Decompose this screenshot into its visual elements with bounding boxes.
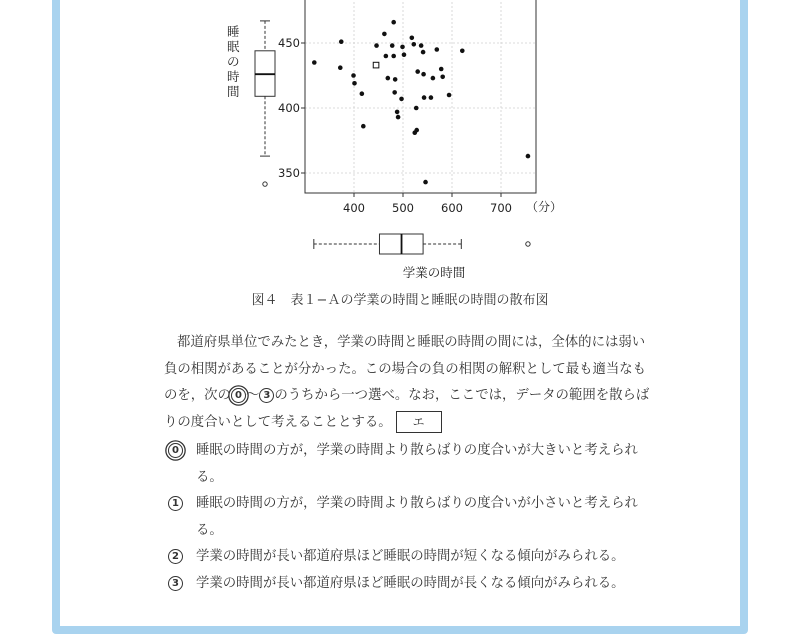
plot-frame [305, 0, 536, 193]
question-text-2: のうちから一つ選べ。なお，ここでは，データの範囲を散らばりの度合いとして考えることとする。 [164, 388, 650, 430]
data-point [374, 43, 379, 48]
question-paragraph [164, 330, 650, 436]
answer-options [164, 438, 650, 597]
x-tick-label: 400 [343, 201, 365, 215]
data-point [391, 20, 396, 25]
answer-box: エ [396, 411, 442, 433]
data-point [423, 180, 428, 185]
option-0[interactable] [164, 438, 650, 491]
mean-marker [373, 62, 379, 68]
x-axis-unit: （分） [526, 200, 563, 214]
data-point [402, 52, 407, 57]
data-point [429, 95, 434, 100]
y-axis-label-char: の [227, 54, 240, 69]
option-number-0: 0 [168, 443, 183, 458]
option-3[interactable] [164, 571, 650, 598]
x-axis-label: 学業の時間 [402, 265, 466, 280]
data-point [422, 95, 427, 100]
data-point [360, 91, 365, 96]
x-tick-label: 500 [392, 201, 414, 215]
data-point [392, 90, 397, 95]
data-point [312, 60, 317, 65]
data-point [351, 73, 356, 78]
option-text: 睡眠の時間の方が，学業の時間より散らばりの度合いが大きいと考えられる。 [196, 443, 638, 485]
data-point [396, 115, 401, 120]
data-point [361, 124, 366, 129]
option-text: 睡眠の時間の方が，学業の時間より散らばりの度合いが小さいと考えられる。 [196, 496, 638, 538]
data-point [400, 45, 405, 50]
data-point [338, 65, 343, 70]
data-point [384, 54, 389, 59]
y-axis-label [227, 24, 240, 99]
option-number-1: 1 [168, 496, 183, 511]
option-text: 学業の時間が長い都道府県ほど睡眠の時間が短くなる傾向がみられる。 [196, 549, 625, 564]
range-end-mark: 3 [259, 388, 274, 403]
data-point [419, 43, 424, 48]
data-point [431, 76, 436, 81]
y-boxplot [255, 21, 275, 186]
data-point [421, 72, 426, 77]
option-1[interactable] [164, 491, 650, 544]
option-number-2: 2 [168, 549, 183, 564]
y-axis-label-char: 間 [227, 84, 240, 99]
option-text: 学業の時間が長い都道府県ほど睡眠の時間が長くなる傾向がみられる。 [196, 575, 625, 591]
data-point [435, 47, 440, 52]
data-point [440, 75, 445, 80]
y-tick-label: 450 [278, 36, 300, 50]
question-text-1: 都道府県単位でみたとき，学業の時間と睡眠の時間の間には，全体的には弱い負の相関があることが分かった。この場合の負の相関の解釈として最も適当なものを，次の [164, 335, 647, 403]
option-2[interactable] [164, 544, 650, 571]
range-start-mark: 0 [231, 388, 246, 403]
data-point [415, 69, 420, 74]
data-point [382, 32, 387, 37]
data-point [339, 39, 344, 44]
range-separator: 〜 [245, 388, 260, 403]
x-tick-label: 600 [441, 201, 463, 215]
data-point [352, 81, 357, 86]
x-tick-label: 700 [490, 201, 512, 215]
data-point [460, 49, 465, 54]
data-point [386, 76, 391, 81]
data-point [411, 42, 416, 47]
data-point [395, 110, 400, 115]
y-axis-label-char: 睡 [227, 24, 240, 39]
data-point [390, 43, 395, 48]
scatter-figure [0, 0, 800, 310]
option-number-3: 3 [168, 576, 183, 591]
scatter-plot-area [278, 0, 536, 215]
y-outlier [263, 182, 267, 186]
data-point [414, 106, 419, 111]
data-point [391, 54, 396, 59]
data-point [526, 154, 531, 159]
figure-caption: 図４ 表１−Ａの学業の時間と睡眠の時間の散布図 [251, 293, 549, 308]
x-boxplot [314, 234, 530, 254]
data-point [421, 50, 426, 55]
x-outlier [526, 242, 530, 246]
data-point [439, 67, 444, 72]
y-axis-label-char: 眠 [227, 39, 240, 54]
data-point [447, 93, 452, 98]
data-point [393, 77, 398, 82]
data-point [399, 97, 404, 102]
data-point [414, 128, 419, 133]
y-axis-label-char: 時 [227, 69, 240, 84]
y-tick-label: 350 [278, 166, 300, 180]
y-tick-label: 400 [278, 101, 300, 115]
data-point [410, 36, 415, 41]
